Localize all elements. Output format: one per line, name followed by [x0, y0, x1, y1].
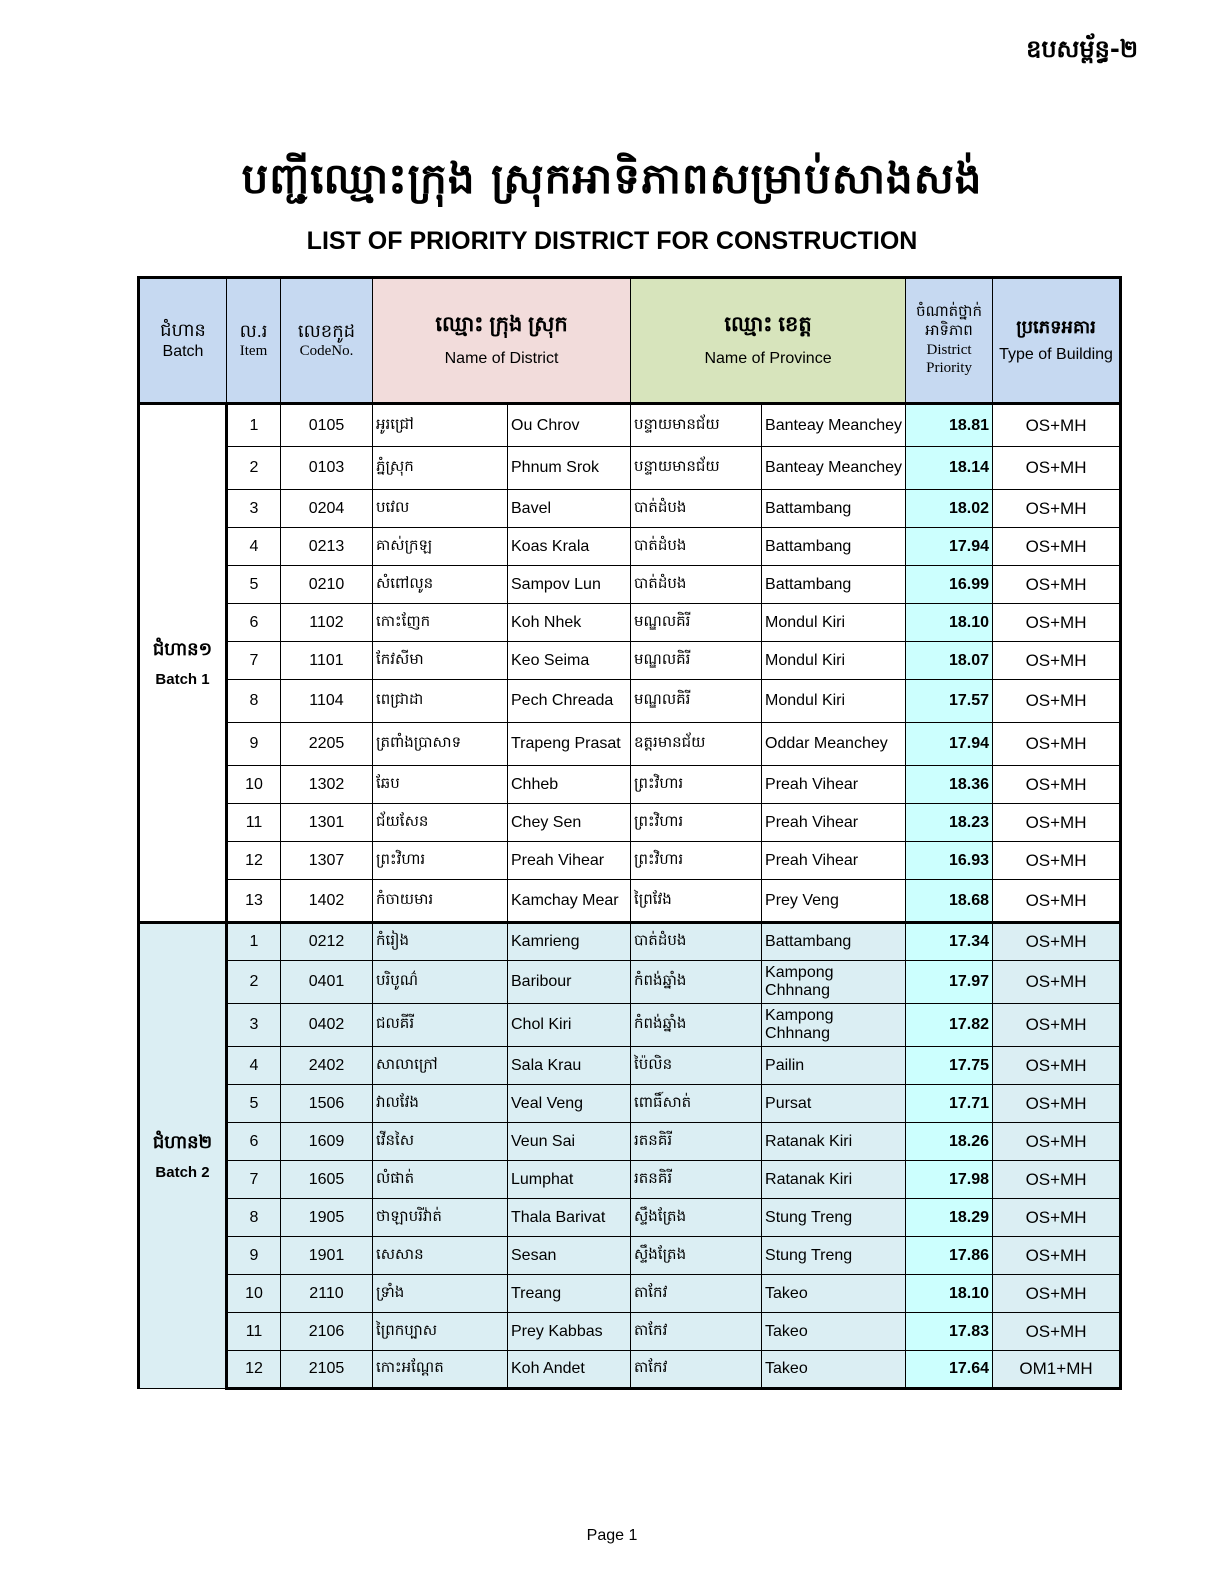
item-cell: 1: [227, 404, 281, 447]
building-type-cell: OS+MH: [993, 566, 1121, 604]
priority-cell: 17.34: [906, 923, 993, 961]
item-cell: 3: [227, 490, 281, 528]
province-khmer-cell: បន្ទាយមានជ័យ: [631, 447, 762, 490]
page-number: Page 1: [586, 1527, 638, 1544]
district-english-cell: Phnum Srok: [508, 447, 631, 490]
building-type-cell: OS+MH: [993, 923, 1121, 961]
province-english-cell: Ratanak Kiri: [762, 1123, 906, 1161]
item-cell: 10: [227, 1275, 281, 1313]
priority-cell: 16.99: [906, 566, 993, 604]
province-khmer-cell: មណ្ឌលគិរី: [631, 642, 762, 680]
header-item: ល.រ Item: [227, 278, 281, 404]
item-cell: 11: [227, 1313, 281, 1351]
province-english-cell: Preah Vihear: [762, 842, 906, 880]
district-khmer-cell: កោះញែក: [373, 604, 508, 642]
province-khmer-cell: ព្រះវិហារ: [631, 766, 762, 804]
district-english-cell: Baribour: [508, 961, 631, 1004]
item-cell: 13: [227, 880, 281, 923]
batch-label-khmer: ជំហាន២: [152, 1131, 213, 1152]
building-type-cell: OS+MH: [993, 604, 1121, 642]
priority-cell: 18.10: [906, 1275, 993, 1313]
priority-cell: 18.23: [906, 804, 993, 842]
table-row: [139, 1351, 1121, 1389]
district-english-cell: Treang: [508, 1275, 631, 1313]
district-khmer-cell: បរិបូណ៌: [373, 961, 508, 1004]
priority-cell: 17.64: [906, 1351, 993, 1389]
province-english-cell: Banteay Meanchey: [762, 447, 906, 490]
table-row: [139, 723, 1121, 766]
priority-cell: 18.68: [906, 880, 993, 923]
district-khmer-cell: ជ័យសែន: [373, 804, 508, 842]
district-english-cell: Prey Kabbas: [508, 1313, 631, 1351]
province-khmer-cell: មណ្ឌលគិរី: [631, 604, 762, 642]
building-type-cell: OS+MH: [993, 1313, 1121, 1351]
item-cell: 2: [227, 961, 281, 1004]
batch-2-rows: [139, 923, 1121, 1389]
district-english-cell: Lumphat: [508, 1161, 631, 1199]
district-english-cell: Sala Krau: [508, 1047, 631, 1085]
building-type-cell: OS+MH: [993, 404, 1121, 447]
province-english-cell: Oddar Meanchey: [762, 723, 906, 766]
batch-label-english: Batch 2: [155, 1163, 210, 1181]
building-type-cell: OS+MH: [993, 1275, 1121, 1313]
table-row: [139, 766, 1121, 804]
province-khmer-cell: ពោធិ៍សាត់: [631, 1085, 762, 1123]
building-type-cell: OS+MH: [993, 880, 1121, 923]
province-english-cell: Takeo: [762, 1313, 906, 1351]
province-english-cell: Mondul Kiri: [762, 680, 906, 723]
district-khmer-cell: ភ្នំស្រុក: [373, 447, 508, 490]
building-type-cell: OS+MH: [993, 642, 1121, 680]
district-khmer-cell: កំរៀង: [373, 923, 508, 961]
code-cell: 1301: [281, 804, 373, 842]
item-cell: 7: [227, 1161, 281, 1199]
batch-label-khmer: ជំហាន១: [152, 638, 213, 659]
district-english-cell: Trapeng Prasat: [508, 723, 631, 766]
province-khmer-cell: បន្ទាយមានជ័យ: [631, 404, 762, 447]
province-english-cell: Takeo: [762, 1275, 906, 1313]
priority-district-table: [137, 276, 1122, 1390]
header-building-type: ប្រភេទអគារ Type of Building: [993, 278, 1121, 404]
code-cell: 1609: [281, 1123, 373, 1161]
batch-label-cell: [139, 404, 227, 923]
building-type-cell: OS+MH: [993, 680, 1121, 723]
district-khmer-cell: ឆែប: [373, 766, 508, 804]
district-khmer-cell: ជលគីរី: [373, 1004, 508, 1047]
district-khmer-cell: ត្រពាំងប្រាសាទ: [373, 723, 508, 766]
district-english-cell: Sampov Lun: [508, 566, 631, 604]
batch-label-cell: [139, 923, 227, 1389]
building-type-cell: OS+MH: [993, 528, 1121, 566]
province-khmer-cell: ព្រះវិហារ: [631, 804, 762, 842]
province-khmer-cell: តាកែវ: [631, 1313, 762, 1351]
table-row: [139, 566, 1121, 604]
province-english-cell: Battambang: [762, 923, 906, 961]
district-english-cell: Ou Chrov: [508, 404, 631, 447]
district-english-cell: Keo Seima: [508, 642, 631, 680]
building-type-cell: OS+MH: [993, 1047, 1121, 1085]
table-row: [139, 1275, 1121, 1313]
building-type-cell: OS+MH: [993, 1161, 1121, 1199]
table-row: [139, 447, 1121, 490]
code-cell: 1307: [281, 842, 373, 880]
district-khmer-cell: សំពៅលូន: [373, 566, 508, 604]
table-row: [139, 1313, 1121, 1351]
district-english-cell: Preah Vihear: [508, 842, 631, 880]
priority-cell: 17.57: [906, 680, 993, 723]
province-khmer-cell: ស្ទឹងត្រែង: [631, 1199, 762, 1237]
province-khmer-cell: តាកែវ: [631, 1275, 762, 1313]
annex-label: ឧបសម្ព័ន្ធ-២: [1026, 35, 1138, 63]
item-cell: 1: [227, 923, 281, 961]
table-row: [139, 528, 1121, 566]
item-cell: 4: [227, 528, 281, 566]
code-cell: 2105: [281, 1351, 373, 1389]
code-cell: 2402: [281, 1047, 373, 1085]
building-type-cell: OS+MH: [993, 1085, 1121, 1123]
district-english-cell: Koas Krala: [508, 528, 631, 566]
priority-cell: 18.10: [906, 604, 993, 642]
district-khmer-cell: អូរជ្រៅ: [373, 404, 508, 447]
province-english-cell: Battambang: [762, 528, 906, 566]
district-khmer-cell: ទ្រាំង: [373, 1275, 508, 1313]
table-row: [139, 1047, 1121, 1085]
code-cell: 1402: [281, 880, 373, 923]
table-row: [139, 1199, 1121, 1237]
province-english-cell: Mondul Kiri: [762, 642, 906, 680]
province-khmer-cell: បាត់ដំបង: [631, 923, 762, 961]
building-type-cell: OS+MH: [993, 723, 1121, 766]
code-cell: 0402: [281, 1004, 373, 1047]
code-cell: 1901: [281, 1237, 373, 1275]
district-english-cell: Pech Chreada: [508, 680, 631, 723]
code-cell: 1104: [281, 680, 373, 723]
item-cell: 5: [227, 1085, 281, 1123]
header-province: ឈ្មោះ ខេត្ត Name of Province: [631, 278, 906, 404]
header-district: ឈ្មោះ ក្រុង ស្រុក Name of District: [373, 278, 631, 404]
table-row: [139, 680, 1121, 723]
district-english-cell: Thala Barivat: [508, 1199, 631, 1237]
district-english-cell: Kamrieng: [508, 923, 631, 961]
table-row: [139, 642, 1121, 680]
table-row: [139, 490, 1121, 528]
district-khmer-cell: លំផាត់: [373, 1161, 508, 1199]
district-english-cell: Sesan: [508, 1237, 631, 1275]
code-cell: 0213: [281, 528, 373, 566]
priority-cell: 16.93: [906, 842, 993, 880]
district-khmer-cell: កំចាយមារ: [373, 880, 508, 923]
province-english-cell: Preah Vihear: [762, 766, 906, 804]
priority-cell: 18.26: [906, 1123, 993, 1161]
province-english-cell: Stung Treng: [762, 1237, 906, 1275]
item-cell: 4: [227, 1047, 281, 1085]
code-cell: 1101: [281, 642, 373, 680]
item-cell: 10: [227, 766, 281, 804]
district-khmer-cell: ពេជ្រាដា: [373, 680, 508, 723]
code-cell: 1506: [281, 1085, 373, 1123]
priority-cell: 17.75: [906, 1047, 993, 1085]
code-cell: 0210: [281, 566, 373, 604]
item-cell: 8: [227, 680, 281, 723]
priority-cell: 18.14: [906, 447, 993, 490]
province-english-cell: Kampong Chhnang: [762, 1004, 906, 1047]
priority-cell: 17.94: [906, 528, 993, 566]
building-type-cell: OS+MH: [993, 766, 1121, 804]
table-row: [139, 880, 1121, 923]
province-khmer-cell: បាត់ដំបង: [631, 490, 762, 528]
province-english-cell: Stung Treng: [762, 1199, 906, 1237]
page-title-khmer: បញ្ជីឈ្មោះក្រុង ស្រុកអាទិភាពសម្រាប់សាងសង់: [241, 154, 983, 203]
batch-label-english: Batch 1: [155, 670, 210, 688]
district-khmer-cell: កែវសីមា: [373, 642, 508, 680]
province-khmer-cell: ព្រះវិហារ: [631, 842, 762, 880]
item-cell: 2: [227, 447, 281, 490]
province-khmer-cell: មណ្ឌលគិរី: [631, 680, 762, 723]
code-cell: 0105: [281, 404, 373, 447]
item-cell: 12: [227, 842, 281, 880]
table-row: [139, 1123, 1121, 1161]
province-khmer-cell: បាត់ដំបង: [631, 528, 762, 566]
table-row: [139, 1237, 1121, 1275]
building-type-cell: OS+MH: [993, 1199, 1121, 1237]
district-khmer-cell: កោះអណ្ដែត: [373, 1351, 508, 1389]
building-type-cell: OS+MH: [993, 447, 1121, 490]
building-type-cell: OS+MH: [993, 804, 1121, 842]
district-english-cell: Kamchay Mear: [508, 880, 631, 923]
item-cell: 3: [227, 1004, 281, 1047]
table-row: [139, 961, 1121, 1004]
code-cell: 1605: [281, 1161, 373, 1199]
province-english-cell: Takeo: [762, 1351, 906, 1389]
district-khmer-cell: វើនសៃ: [373, 1123, 508, 1161]
district-khmer-cell: ព្រៃកប្បាស: [373, 1313, 508, 1351]
district-khmer-cell: សេសាន: [373, 1237, 508, 1275]
item-cell: 9: [227, 1237, 281, 1275]
table-row: [139, 842, 1121, 880]
district-english-cell: Chey Sen: [508, 804, 631, 842]
code-cell: 2205: [281, 723, 373, 766]
priority-cell: 17.86: [906, 1237, 993, 1275]
item-cell: 7: [227, 642, 281, 680]
table-row: [139, 404, 1121, 447]
priority-cell: 17.97: [906, 961, 993, 1004]
priority-cell: 17.94: [906, 723, 993, 766]
code-cell: 0103: [281, 447, 373, 490]
province-khmer-cell: បាត់ដំបង: [631, 566, 762, 604]
province-english-cell: Banteay Meanchey: [762, 404, 906, 447]
province-khmer-cell: កំពង់ឆ្នាំង: [631, 1004, 762, 1047]
table-row: [139, 1085, 1121, 1123]
province-khmer-cell: ប៉ៃលិន: [631, 1047, 762, 1085]
code-cell: 1905: [281, 1199, 373, 1237]
district-khmer-cell: សាលាក្រៅ: [373, 1047, 508, 1085]
province-english-cell: Battambang: [762, 490, 906, 528]
district-khmer-cell: គាស់ក្រឡ: [373, 528, 508, 566]
page-title-english: LIST OF PRIORITY DISTRICT FOR CONSTRUCTION: [306, 227, 918, 255]
priority-cell: 17.82: [906, 1004, 993, 1047]
district-english-cell: Koh Andet: [508, 1351, 631, 1389]
building-type-cell: OS+MH: [993, 1004, 1121, 1047]
province-english-cell: Prey Veng: [762, 880, 906, 923]
building-type-cell: OS+MH: [993, 961, 1121, 1004]
priority-cell: 18.02: [906, 490, 993, 528]
province-english-cell: Pursat: [762, 1085, 906, 1123]
district-khmer-cell: ព្រះវិហារ: [373, 842, 508, 880]
building-type-cell: OS+MH: [993, 1123, 1121, 1161]
item-cell: 6: [227, 1123, 281, 1161]
code-cell: 2106: [281, 1313, 373, 1351]
item-cell: 8: [227, 1199, 281, 1237]
item-cell: 6: [227, 604, 281, 642]
code-cell: 2110: [281, 1275, 373, 1313]
priority-cell: 17.98: [906, 1161, 993, 1199]
priority-cell: 17.83: [906, 1313, 993, 1351]
table-row: [139, 604, 1121, 642]
district-khmer-cell: ថាឡាបរិវ៉ាត់: [373, 1199, 508, 1237]
item-cell: 11: [227, 804, 281, 842]
province-khmer-cell: រតនគិរី: [631, 1123, 762, 1161]
priority-cell: 18.81: [906, 404, 993, 447]
header-code: លេខកូដ CodeNo.: [281, 278, 373, 404]
province-khmer-cell: កំពង់ឆ្នាំង: [631, 961, 762, 1004]
code-cell: 0204: [281, 490, 373, 528]
district-khmer-cell: វាលវែង: [373, 1085, 508, 1123]
building-type-cell: OS+MH: [993, 842, 1121, 880]
building-type-cell: OS+MH: [993, 1237, 1121, 1275]
table-header: [139, 278, 1121, 404]
priority-cell: 18.07: [906, 642, 993, 680]
district-english-cell: Veun Sai: [508, 1123, 631, 1161]
priority-cell: 18.29: [906, 1199, 993, 1237]
district-english-cell: Veal Veng: [508, 1085, 631, 1123]
district-english-cell: Chol Kiri: [508, 1004, 631, 1047]
province-english-cell: Pailin: [762, 1047, 906, 1085]
province-english-cell: Battambang: [762, 566, 906, 604]
building-type-cell: OM1+MH: [993, 1351, 1121, 1389]
building-type-cell: OS+MH: [993, 490, 1121, 528]
district-english-cell: Koh Nhek: [508, 604, 631, 642]
province-khmer-cell: រតនគិរី: [631, 1161, 762, 1199]
province-english-cell: Preah Vihear: [762, 804, 906, 842]
batch-1-rows: [139, 404, 1121, 923]
province-english-cell: Ratanak Kiri: [762, 1161, 906, 1199]
item-cell: 5: [227, 566, 281, 604]
header-priority: ចំណាត់ថ្នាក់អាទិភាព District Priority: [906, 278, 993, 404]
table-row: [139, 1004, 1121, 1047]
province-khmer-cell: ព្រៃវែង: [631, 880, 762, 923]
province-khmer-cell: ឧត្តរមានជ័យ: [631, 723, 762, 766]
code-cell: 0401: [281, 961, 373, 1004]
province-english-cell: Kampong Chhnang: [762, 961, 906, 1004]
item-cell: 9: [227, 723, 281, 766]
table-row: [139, 923, 1121, 961]
province-khmer-cell: ស្ទឹងត្រែង: [631, 1237, 762, 1275]
code-cell: 0212: [281, 923, 373, 961]
district-english-cell: Chheb: [508, 766, 631, 804]
table-row: [139, 1161, 1121, 1199]
header-batch: ជំហាន Batch: [139, 278, 227, 404]
item-cell: 12: [227, 1351, 281, 1389]
province-english-cell: Mondul Kiri: [762, 604, 906, 642]
priority-cell: 18.36: [906, 766, 993, 804]
district-khmer-cell: បវេល: [373, 490, 508, 528]
table-row: [139, 804, 1121, 842]
code-cell: 1302: [281, 766, 373, 804]
district-english-cell: Bavel: [508, 490, 631, 528]
priority-cell: 17.71: [906, 1085, 993, 1123]
code-cell: 1102: [281, 604, 373, 642]
province-khmer-cell: តាកែវ: [631, 1351, 762, 1389]
